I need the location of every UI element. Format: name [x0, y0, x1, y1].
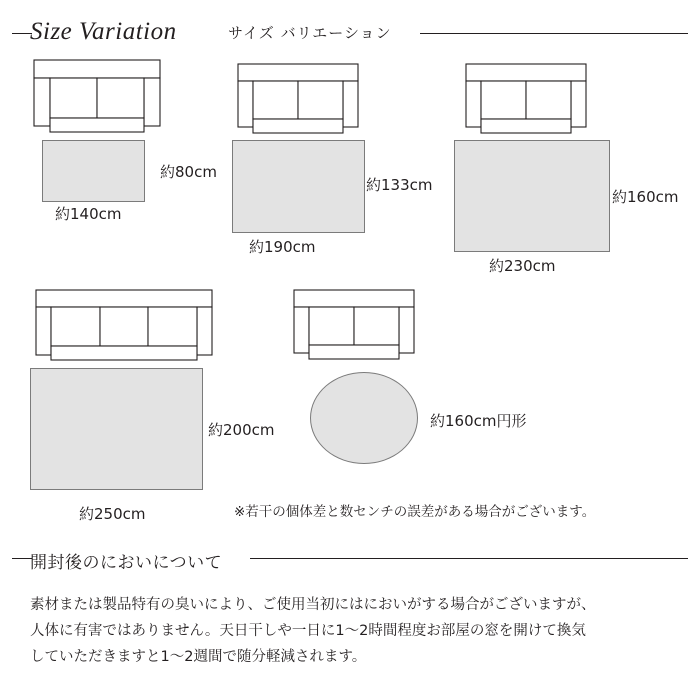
smell-section-title: 開封後のにおいについて — [30, 553, 223, 573]
header-rule-left — [12, 33, 32, 34]
rug-160-round — [310, 372, 418, 464]
dim-160cm-round: 約160cm円形 — [430, 412, 527, 430]
dim-133cm: 約133cm — [366, 176, 433, 194]
smell-line-1: 素材または製品特有の臭いにより、ご使用当初にはにおいがする場合がございますが、 — [30, 597, 596, 613]
page-title-en: Size Variation — [30, 18, 177, 45]
smell-line-2: 人体に有害ではありません。天日干しや一日に1～2時間程度お部屋の窓を開けて換気 — [30, 623, 586, 639]
dim-250cm: 約250cm — [79, 505, 146, 523]
rug-250x200 — [30, 368, 203, 490]
sofa-icon-2seat-c — [464, 62, 588, 136]
section-rule-right — [250, 558, 688, 559]
sofa-icon-2seat-d — [292, 288, 416, 362]
header-rule-right — [420, 33, 688, 34]
page-title-jp: サイズ バリエーション — [228, 24, 392, 42]
dim-80cm: 約80cm — [160, 163, 217, 181]
dim-160cm: 約160cm — [612, 188, 679, 206]
rug-190x133 — [232, 140, 365, 233]
smell-line-3: していただきますと1～2週間で随分軽減されます。 — [30, 649, 367, 665]
dim-230cm: 約230cm — [489, 257, 556, 275]
sofa-icon-2seat-a — [32, 58, 162, 136]
section-rule-left — [12, 558, 32, 559]
rug-230x160 — [454, 140, 610, 252]
dim-200cm: 約200cm — [208, 421, 275, 439]
dim-190cm: 約190cm — [249, 238, 316, 256]
rug-140x80 — [42, 140, 145, 202]
sofa-icon-3seat — [34, 288, 214, 364]
dim-140cm: 約140cm — [55, 205, 122, 223]
sofa-icon-2seat-b — [236, 62, 360, 136]
smell-section-body — [30, 592, 680, 670]
tolerance-note: ※若干の個体差と数センチの誤差がある場合がございます。 — [234, 504, 596, 520]
